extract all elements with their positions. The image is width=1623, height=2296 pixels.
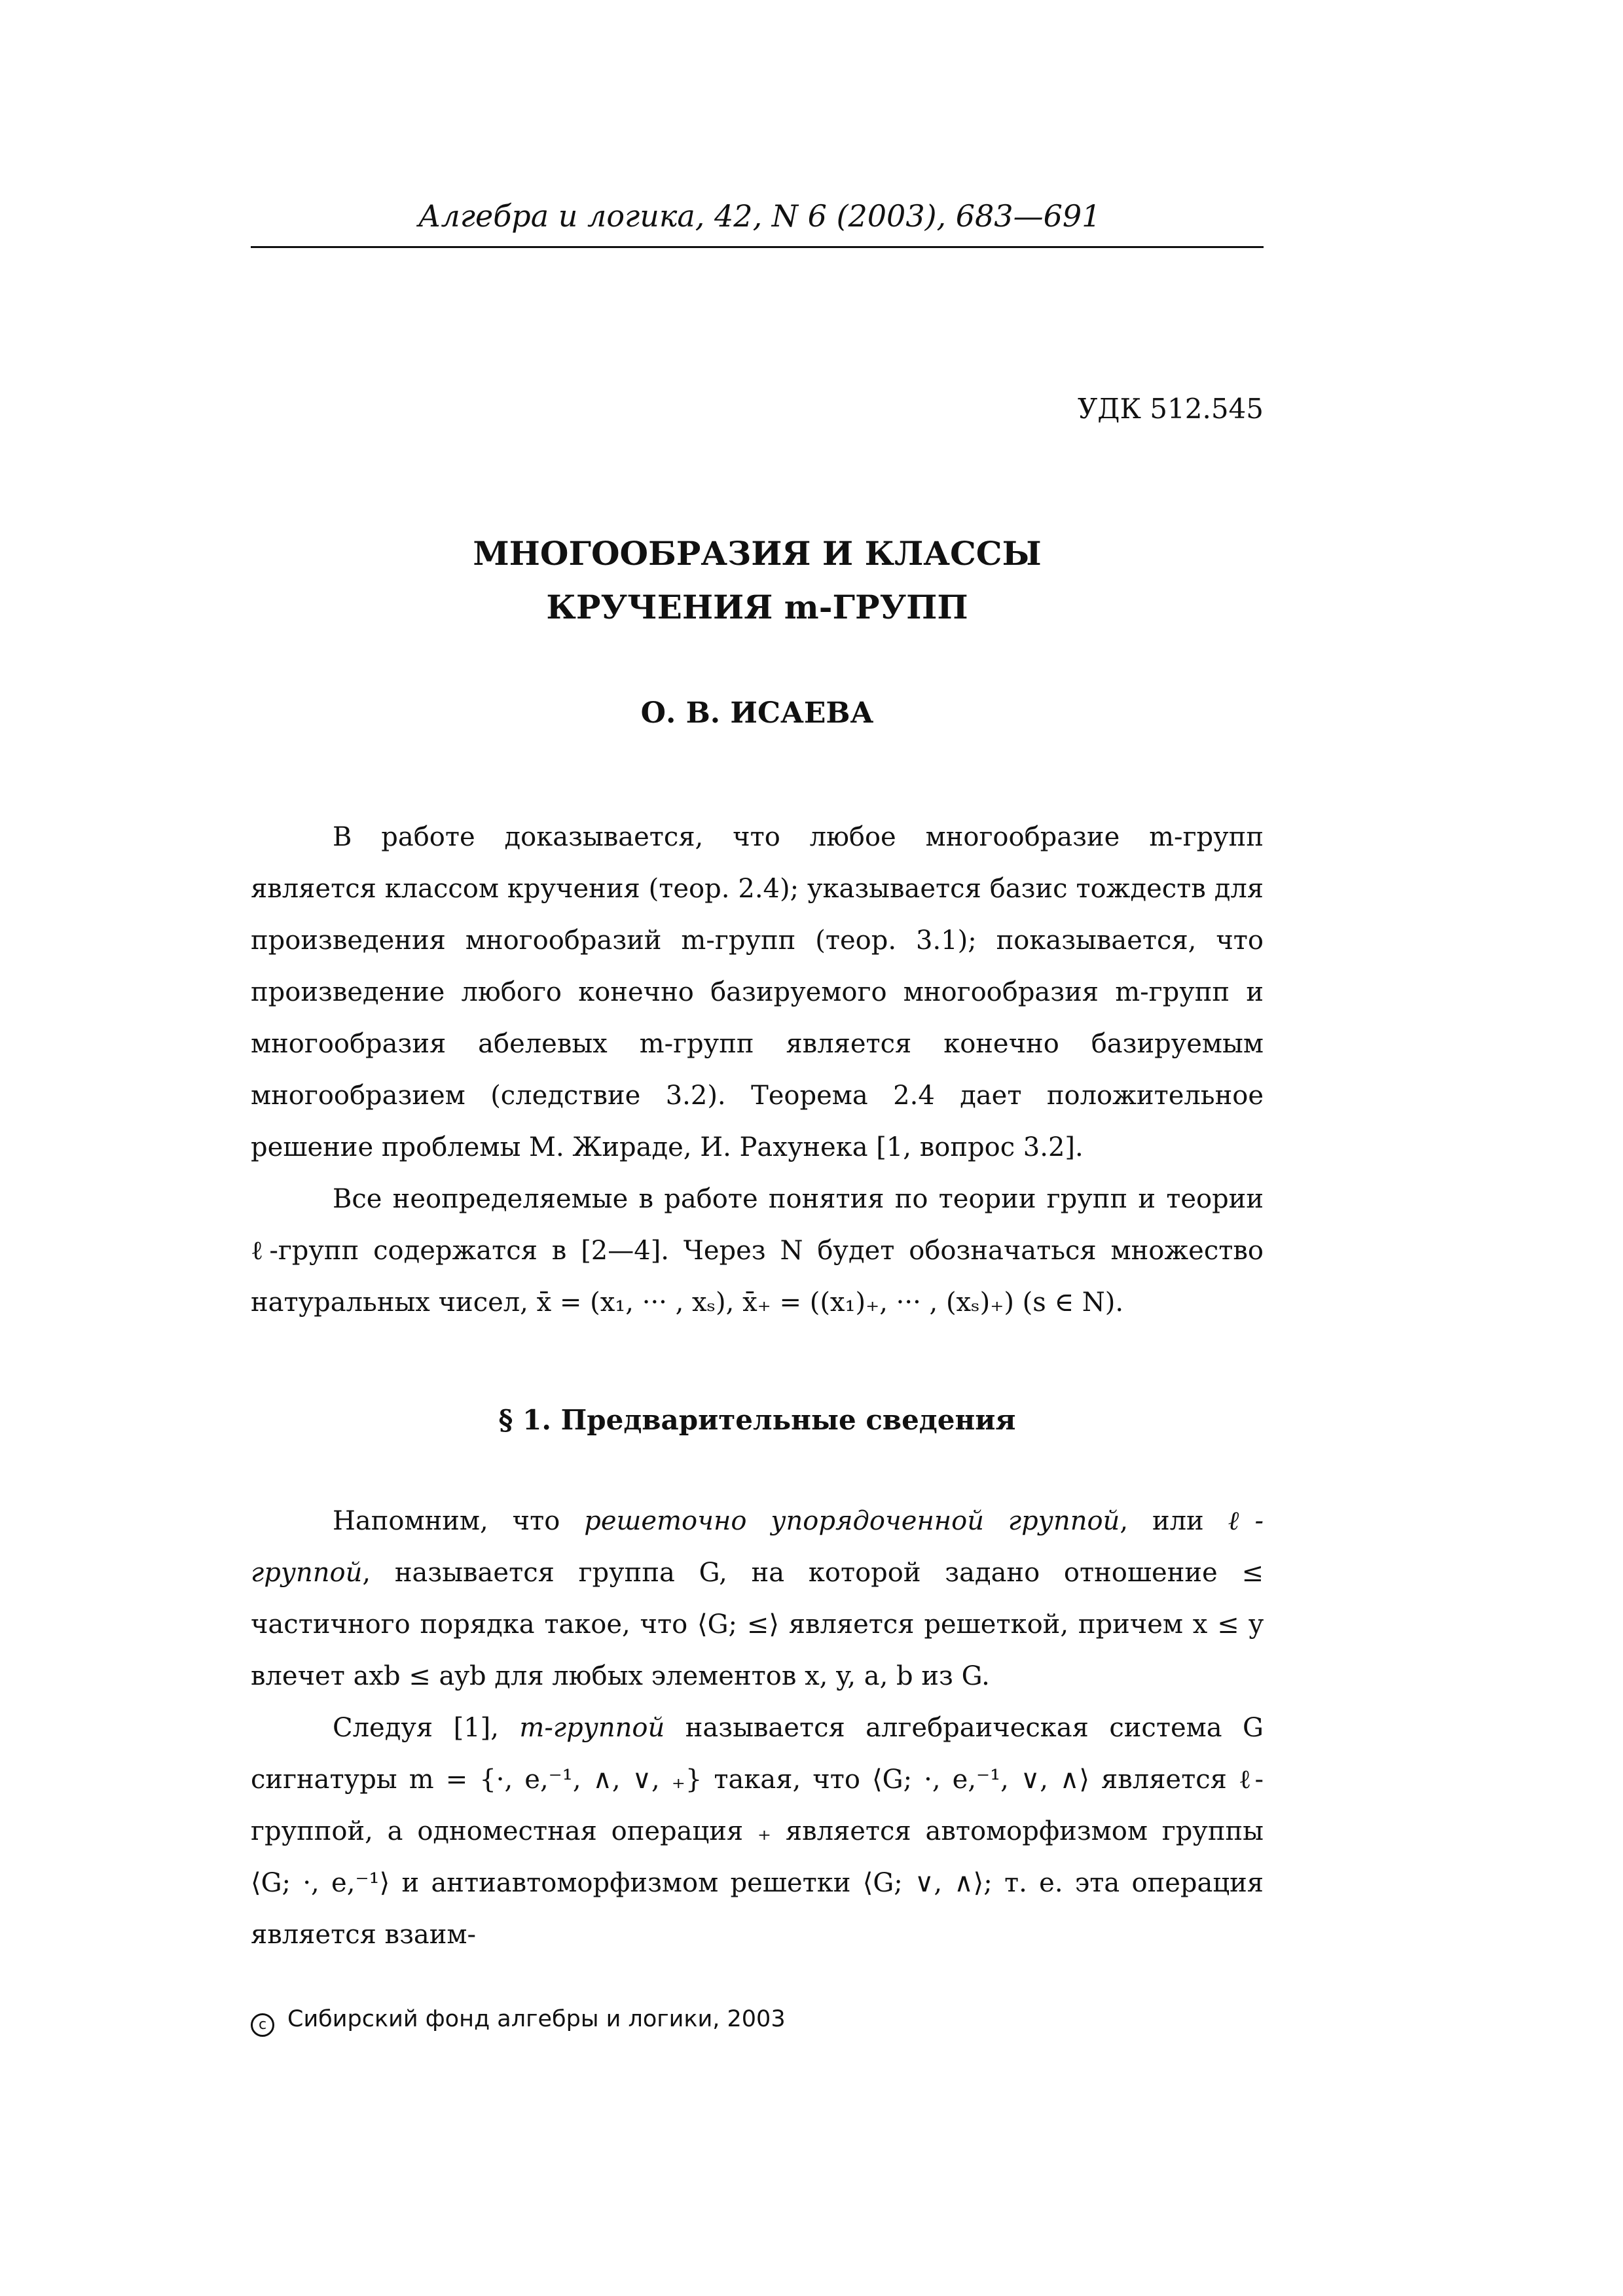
- copyright-text: Сибирский фонд алгебры и логики, 2003: [287, 2006, 786, 2032]
- header-rule: [251, 246, 1264, 248]
- abstract-paragraph-1: В работе доказывается, что любое многообразие m-групп является классом кручения (теор. 2.4); указывается базис тождеств для произведения многообразий m-групп (теор. 3.1); показывается, что произведение любого конечно базируемого многообразия m-групп и многообразия абелевых m-групп является конечно базируемым многообразием (следствие 3.2). Теорема 2.4 дает положительное решение проблемы М. Жираде, И. Рахунека [1, вопрос 3.2].: [251, 822, 1264, 1162]
- udc-code: УДК 512.545: [1077, 393, 1264, 425]
- title-line-1: МНОГООБРАЗИЯ И КЛАССЫ: [473, 534, 1042, 573]
- term-lattice-ordered-group: решеточно упорядоченной группой: [584, 1506, 1120, 1536]
- section-paragraph-1: [251, 1496, 1264, 1702]
- copyright-footnote: [251, 2003, 786, 2037]
- text-span: , или: [1120, 1506, 1228, 1536]
- section-body: [251, 1496, 1264, 1961]
- text-span: , называется группа G, на которой задано отношение ≤ частичного порядка такое, что ⟨G; ≤⟩ является решеткой, причем x ≤ y влечет axb ≤ ayb для любых элементов x, y, a, b из G.: [251, 1558, 1264, 1691]
- text-span: Напомним, что: [333, 1506, 585, 1536]
- title-line-2: КРУЧЕНИЯ m-ГРУПП: [546, 588, 968, 626]
- article-title: [251, 527, 1264, 634]
- running-head: Алгебра и логика, 42, N 6 (2003), 683—691: [418, 198, 1101, 234]
- section-heading: § 1. Предварительные сведения: [498, 1404, 1016, 1436]
- copyright-icon: c: [251, 2013, 274, 2037]
- abstract: [251, 812, 1264, 1329]
- text-span: называется алгебраическая система G сигнатуры m = {·, e,⁻¹, ∧, ∨, ₊} такая, что ⟨G; ·, e,⁻¹, ∨, ∧⟩ является ℓ-группой, а одноместная операция ₊ является автоморфизмом группы ⟨G; ·, e,⁻¹⟩ и антиавтоморфизмом решетки ⟨G; ∨, ∧⟩; т. е. эта операция является взаим-: [251, 1713, 1264, 1950]
- text-span: Следуя [1],: [333, 1713, 520, 1743]
- abstract-paragraph-2: Все неопределяемые в работе понятия по теории групп и теории ℓ-групп содержатся в [2—4]. Через N будет обозначаться множество натуральных чисел, x̄ = (x₁, ··· , xₛ), x̄₊ = ((x₁)₊, ··· , (xₛ)₊) (s ∈ N).: [251, 1184, 1264, 1318]
- author-name: О. В. ИСАЕВА: [640, 696, 874, 730]
- term-m-group: m-группой: [519, 1713, 665, 1743]
- section-paragraph-2: [251, 1702, 1264, 1961]
- term-l-group: ℓ-группой: [251, 1506, 1264, 1588]
